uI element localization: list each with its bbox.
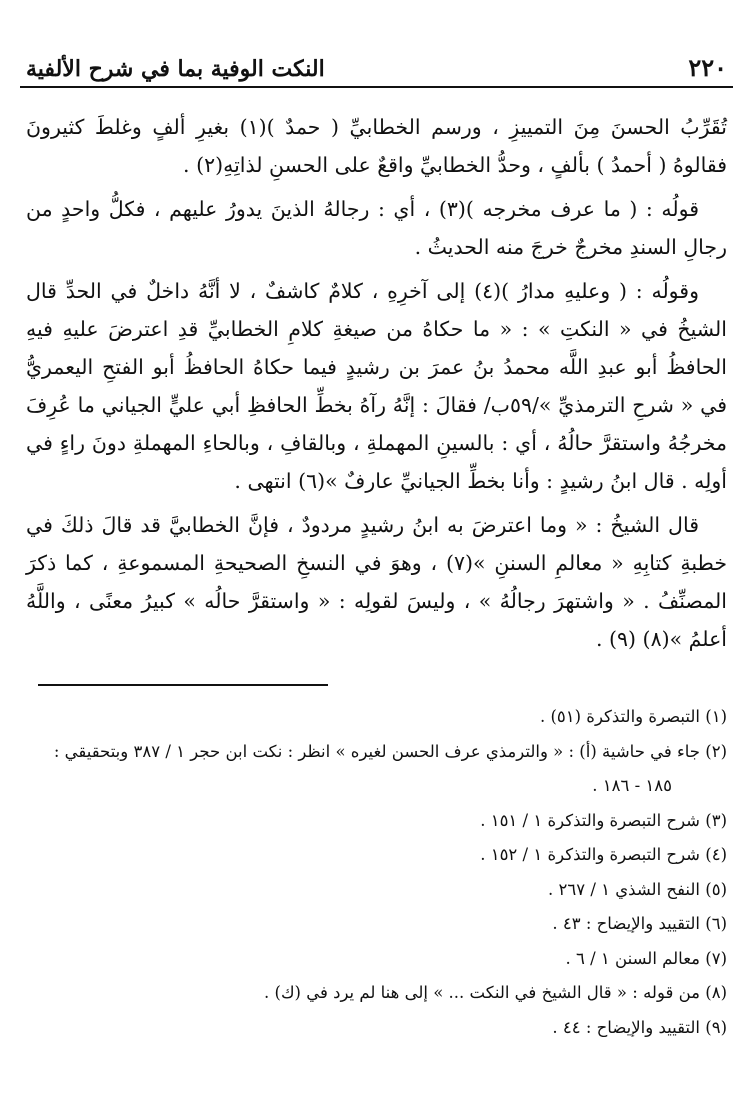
footnote: (٤) شرح التبصرة والتذكرة ١ / ١٥٢ .	[480, 845, 727, 864]
paragraph: قال الشيخُ : « وما اعترضَ به ابنُ رشيدٍ مردودٌ ، فإنَّ الخطابيَّ قد قالَ ذلكَ في خطبةِ كتابِهِ « معالمِ السننِ »(٧) ، وهوَ في النسخِ الصحيحةِ المسموعةِ ، كما ذكرَ المصنِّفُ . « واشتهرَ رجالُهُ » ، وليسَ لقولِه : « واستقرَّ حالُه » كبيرُ معنًى ، واللَّهُ أعلمُ »(٨) (٩) .	[26, 513, 727, 651]
main-text	[20, 108, 733, 658]
paragraph: تُقَرِّبُ الحسنَ مِنَ التمييزِ ، ورسم الخطابيِّ ( حمدٌ )(١) بغيرِ ألفٍ وغلطَ كثيرونَ فقالوهُ ( أحمدُ ) بألفٍ ، وحدُّ الخطابيِّ واقعٌ على الحسنِ لذاتِهِ(٢) .	[26, 115, 727, 177]
footnote: (٢) جاء في حاشية (أ) : « والترمذي عرف الحسن لغيره » انظر : نكت ابن حجر ١ / ٣٨٧ وبتحقيقي :	[53, 741, 727, 761]
footnotes	[20, 700, 733, 1045]
book-page	[20, 48, 733, 1098]
footnote: (٥) النفح الشذي ١ / ٢٦٧ .	[547, 879, 727, 899]
header-title: النكت الوفية بما في شرح الألفية	[26, 56, 325, 82]
footnote: (٨) من قوله : « قال الشيخ في النكت ... » إلى هنا لم يرد في (ك) .	[264, 983, 727, 1002]
footnote: (١) التبصرة والتذكرة (٥١) .	[539, 707, 727, 726]
paragraph: قولُه : ( ما عرف مخرجه )(٣) ، أي : رجالهُ الذينَ يدورُ عليهم ، فكلُّ واحدٍ من رجالِ السندِ مخرجٌ خرجَ منه الحديثُ .	[26, 197, 727, 259]
footnote: (٩) التقييد والإيضاح : ٤٤ .	[552, 1017, 727, 1037]
footnote: (٦) التقييد والإيضاح : ٤٣ .	[552, 914, 727, 933]
footnote: (٣) شرح التبصرة والتذكرة ١ / ١٥١ .	[480, 810, 727, 830]
footnote-separator	[38, 684, 328, 686]
paragraph: وقولُه : ( وعليهِ مدارُ )(٤) إلى آخرِهِ ، كلامٌ كاشفٌ ، لا أنَّهُ داخلٌ في الحدِّ قال الشيخُ في « النكتِ » : « ما حكاهُ من صيغةِ كلامِ الخطابيِّ قدِ اعترضَ عليهِ فيهِ الحافظُ أبو عبدِ اللَّه محمدُ بنُ عمرَ بن رشيدٍ فيما حكاهُ الحافظُ أبو الفتحِ اليعمريُّ في « شرحِ الترمذيِّ »/٥٩ب/ فقالَ : إنَّهُ رآهُ بخطِّ الحافظِ أبي عليٍّ الجياني ما عُرِفَ مخرجُهُ واستقرَّ حالُهُ ، أي : بالسينِ المهملةِ ، وبالقافِ ، وبالحاءِ المهملةِ دونَ راءٍ في أولِه . قال ابنُ رشيدٍ : وأنا بخطِّ الجيانيِّ عارفٌ »(٦) انتهى .	[26, 279, 727, 493]
running-header	[20, 48, 733, 88]
page-number: ٢٢٠	[688, 53, 727, 82]
footnote-continuation: ١٨٥ - ١٨٦ .	[592, 776, 672, 795]
footnote: (٧) معالم السنن ١ / ٦ .	[565, 948, 727, 968]
